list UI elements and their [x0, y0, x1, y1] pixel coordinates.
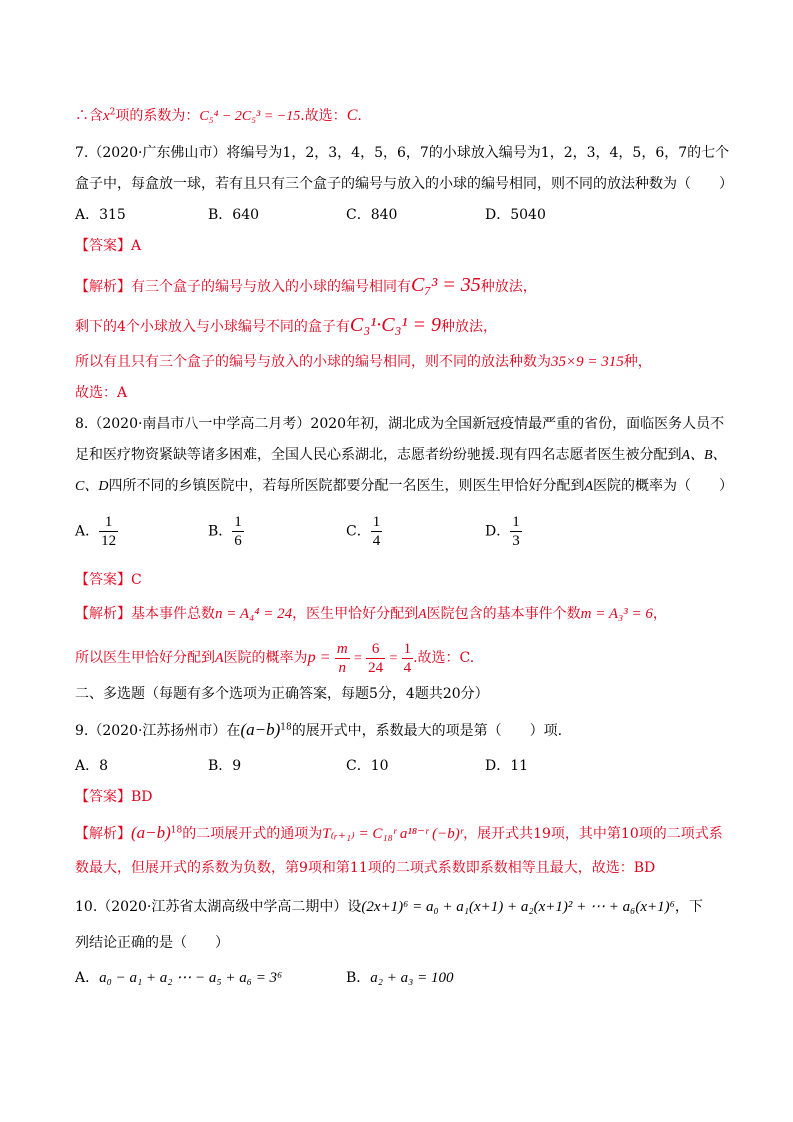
q7-option-a: A．315 — [75, 207, 126, 223]
q7-stem-line1: 7.（2020·广东佛山市）将编号为1，2，3，4，5，6，7的小球放入编号为1，2，3，4，5，6，7的七个 — [75, 145, 730, 161]
q7-analysis-line1: 【解析】有三个盒子的编号与放入的小球的编号相同有C₇³ = 35种放法， — [75, 274, 537, 296]
q9-option-d: D．11 — [485, 758, 529, 774]
q8-stem-line1: 8.（2020·南昌市八一中学高二月考）2020年初，湖北成为全国新冠疫情最严重的省份，面临医务人员不 — [75, 416, 725, 432]
q8-option-c: C． $\frac{1}{4}$ — [346, 514, 381, 549]
q7-analysis-line4: 故选：A — [75, 385, 128, 401]
q9-analysis-line1: 【解析】$(a-b)^{18}$的二项展开式的通项为T₍ᵣ₊₁₎ = C₁₈ʳ a¹⁸⁻ʳ (−b)ʳ，展开式共19项，其中第10项的二项式系 — [75, 823, 723, 842]
q8-analysis-line2: 所以医生甲恰好分配到A医院的概率为p = $\frac{m}{n}$ = $\frac{6}{24}$ = $\frac{1}{4}$ .故选：C. — [75, 640, 475, 676]
q8-option-d: D． $\frac{1}{3}$ — [485, 514, 520, 549]
q10-option-a: A．a₀ − a₁ + a₂ ⋯ − a₅ + a₆ = 3⁶ — [75, 970, 283, 986]
q8-analysis-line1: 【解析】基本事件总数n = A₄⁴ = 24，医生甲恰好分配到A医院包含的基本事件个数m = A₃³ = 6， — [75, 606, 667, 622]
q9-option-b: B．9 — [208, 758, 242, 774]
q10-stem-line1: 10.（2020·江苏省太湖高级中学高二期中）设(2x+1)⁶ = a₀ + a₁(x+1) + a₂(x+1)² + ⋯ + a₆(x+1)⁶，下 — [75, 899, 703, 915]
q7-answer: 【答案】A — [75, 238, 142, 254]
q9-stem: 9.（2020·江苏扬州市）在$(a-b)^{18}$的展开式中，系数最大的项是第（ ）项. — [75, 720, 563, 739]
q10-stem-line2: 列结论正确的是（ ） — [75, 935, 229, 951]
q8-stem-line2: 足和医疗物资紧缺等诸多困难，全国人民心系湖北，志愿者纷纷驰援.现有四名志愿者医生被分配到A、B、 — [75, 447, 727, 463]
q6-formula: C₅⁴ − 2C₅³ = −15 — [199, 109, 301, 124]
q7-option-d: D．5040 — [485, 207, 546, 223]
q9-option-c: C．10 — [346, 758, 389, 774]
q7-stem-line2: 盒子中，每盒放一球，若有且只有三个盒子的编号与放入的小球的编号相同，则不同的放法种数为（ ） — [75, 176, 733, 192]
q7-analysis-line2: 剩下的4个小球放入与小球编号不同的盒子有C₃¹·C₃¹ = 9种放法， — [75, 314, 497, 336]
q9-option-a: A．8 — [75, 758, 109, 774]
q8-answer: 【答案】C — [75, 572, 142, 588]
q7-option-b: B．640 — [208, 207, 260, 223]
q9-analysis-line2: 数最大，但展开式的系数为负数，第9项和第11项的二项式系数即系数相等且最大，故选：BD — [75, 860, 656, 876]
q8-option-a: A． $\frac{1}{12}$ — [75, 514, 117, 549]
q9-answer: 【答案】BD — [75, 789, 153, 805]
section-heading-multi-choice: 二、多选题（每题有多个选项为正确答案，每题5分，4题共20分） — [75, 686, 489, 702]
q8-option-b: B． $\frac{1}{6}$ — [208, 514, 242, 549]
q7-analysis-line3: 所以有且只有三个盒子的编号与放入的小球的编号相同，则不同的放法种数为35×9 = 315种， — [75, 354, 652, 370]
q8-stem-line3: C、D四所不同的乡镇医院中，若每所医院都要分配一名医生，则医生甲恰好分配到A医院的概率为（ ） — [75, 478, 734, 494]
q6-conclusion: ∴含$x^2$项的系数为：C₅⁴ − 2C₅³ = −15.故选：C. — [75, 107, 362, 124]
q10-option-b: B．a₂ + a₃ = 100 — [346, 970, 454, 986]
q7-option-c: C．840 — [346, 207, 398, 223]
